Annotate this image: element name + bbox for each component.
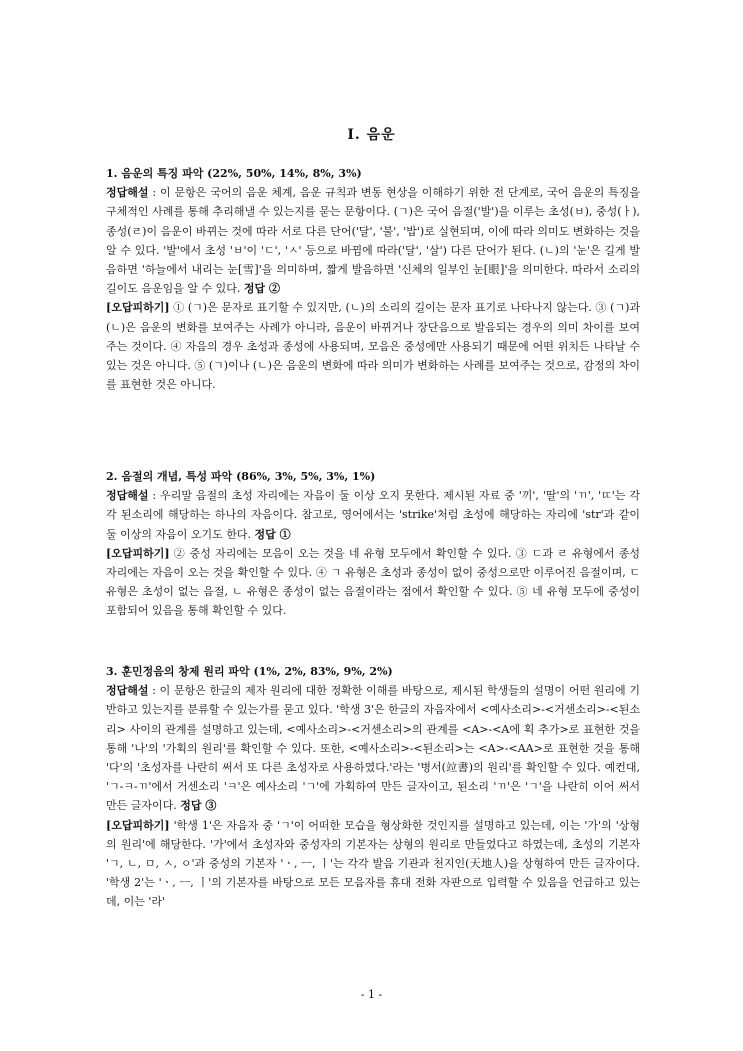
section-1-avoid bbox=[106, 298, 640, 394]
answer-text: : 이 문항은 국어의 음운 체계, 음운 규칙과 변동 현상을 이해하기 위한 전 단계로, 국어 음운의 특징을 구체적인 사례를 통해 추리해낼 수 있는지를 묻는 문항이다. (ㄱ)은 국어 음절('발')을 이루는 초성(ㅂ), 중성(ㅏ), 종성(ㄹ)이 음운이 바뀌는 것에 따라 서로 다른 단어('달', '불', '밥')로 실현되며, 이에 따라 의미도 변화하는 것을 알 수 있다. '발'에서 초성 'ㅂ'이 'ㄷ', 'ㅅ' 등으로 바뀜에 따라('달', '살') 다른 단어가 된다. (ㄴ)의 '눈'은 길게 발음하면 '하늘에서 내리는 눈[雪]'을 의미하며, 짧게 발음하면 '신체의 일부인 눈[眼]'을 의미한다. 따라서 소리의 길이도 음운임을 알 수 있다. bbox=[106, 186, 640, 296]
answer-mark: 정답 ① bbox=[254, 527, 291, 541]
section-3 bbox=[106, 662, 640, 912]
section-2-heading: 2. 음절의 개념, 특성 파악 (86%, 3%, 5%, 3%, 1%) bbox=[106, 470, 376, 483]
avoid-label: [오답피하기] bbox=[106, 818, 170, 832]
page-title: Ⅰ. 음운 bbox=[347, 127, 396, 143]
page-number: - 1 - bbox=[360, 988, 383, 1001]
answer-label: 정답해설 bbox=[106, 186, 149, 200]
section-3-answer bbox=[106, 681, 640, 815]
section-2-avoid bbox=[106, 544, 640, 621]
avoid-text: ② 중성 자리에는 모음이 오는 것을 네 유형 모두에서 확인할 수 있다. ③ ㄷ과 ㄹ 유형에서 종성 자리에는 자음이 오는 것을 확인할 수 있다. ④ ㄱ 유형은 초성과 종성이 없이 중성으로만 이루어진 음절이며, ㄷ 유형은 초성이 없는 음절, ㄴ 유형은 종성이 없는 음절이라는 점에서 확인할 수 있다. ⑤ 네 유형 모두에 중성이 포함되어 있음을 통해 확인할 수 있다. bbox=[106, 546, 640, 618]
avoid-label: [오답피하기] bbox=[106, 546, 170, 560]
section-1-heading: 1. 음운의 특징 파악 (22%, 50%, 14%, 8%, 3%) bbox=[106, 167, 362, 180]
section-3-heading: 3. 훈민정음의 창제 원리 파악 (1%, 2%, 83%, 9%, 2%) bbox=[106, 665, 393, 678]
avoid-label: [오답피하기] bbox=[106, 301, 170, 315]
section-2-answer bbox=[106, 486, 640, 544]
answer-label: 정답해설 bbox=[106, 489, 149, 503]
answer-text: : 이 문항은 한글의 제자 원리에 대한 정확한 이해를 바탕으로, 제시된 학생들의 설명이 어떤 원리에 기반하고 있는지를 분류할 수 있는가를 묻고 있다. '학생 3'은 한글의 자음자에서 <예사소리>-<거센소리>-<된소리> 사이의 관계를 설명하고 있는데, <예사소리>-<거센소리>의 관계를 <A>-<A에 획 추가>로 표현한 것을 통해 '나'의 '가획의 원리'를 확인할 수 있다. 또한, <예사소리>-<된소리>는 <A>-<AA>로 표현한 것을 통해 '다'의 '초성자를 나란히 써서 또 다른 초성자로 사용하였다.'라는 '병서(竝書)의 원리'를 확인할 수 있다. 예컨대, 'ㄱ-ㅋ-ㄲ'에서 거센소리 'ㅋ'은 예사소리 'ㄱ'에 가획하여 만든 글자이고, 된소리 'ㄲ'은 'ㄱ'을 나란히 이어 써서 만든 글자이다. bbox=[106, 684, 640, 813]
answer-mark: 정답 ② bbox=[243, 282, 280, 296]
section-1 bbox=[106, 164, 640, 394]
avoid-text: '학생 1'은 자음자 중 'ㄱ'이 어떠한 모습을 형상화한 것인지를 설명하고 있는데, 이는 '가'의 '상형의 원리'에 해당한다. '가'에서 초성자와 중성자의 기본자는 상형의 원리로 만들었다고 하였는데, 초성의 기본자 'ㄱ, ㄴ, ㅁ, ㅅ, ㅇ'과 중성의 기본자 'ㆍ, ㅡ, ㅣ'는 각각 발음 기관과 천지인(天地人)을 상형하여 만든 글자이다. '학생 2'는 'ㆍ, ㅡ, ㅣ'의 기본자를 바탕으로 모든 모음자를 휴대 전화 자판으로 입력할 수 있음을 언급하고 있는데, 이는 '라' bbox=[106, 818, 640, 909]
answer-text: : 우리말 음절의 초성 자리에는 자음이 둘 이상 오지 못한다. 제시된 자료 중 '끼', '딸'의 'ㄲ', 'ㄸ'는 각각 된소리에 해당하는 하나의 자음이다. 참고로, 영어에서는 'strike'처럼 초성에 해당하는 자리에 'str'과 같이 둘 이상의 자음이 오기도 한다. bbox=[106, 489, 640, 541]
answer-label: 정답해설 bbox=[106, 684, 149, 698]
answer-mark: 정답 ③ bbox=[180, 799, 217, 813]
section-3-avoid bbox=[106, 816, 640, 912]
section-2 bbox=[106, 467, 640, 621]
section-1-answer bbox=[106, 183, 640, 298]
avoid-text: ① (ㄱ)은 문자로 표기할 수 있지만, (ㄴ)의 소리의 길이는 문자 표기로 나타나지 않는다. ③ (ㄱ)과 (ㄴ)은 음운의 변화를 보여주는 사례가 아니라, 음운이 바뀌거나 장단음으로 발음되는 경우의 의미 차이를 보여주는 것이다. ④ 자음의 경우 초성과 종성에 사용되며, 모음은 중성에만 사용되기 때문에 어떤 위치든 나타날 수 있는 것은 아니다. ⑤ (ㄱ)이나 (ㄴ)은 음운의 변화에 따라 의미가 변화하는 사례를 보여주는 것으로, 감정의 차이를 표현한 것은 아니다. bbox=[106, 301, 640, 392]
